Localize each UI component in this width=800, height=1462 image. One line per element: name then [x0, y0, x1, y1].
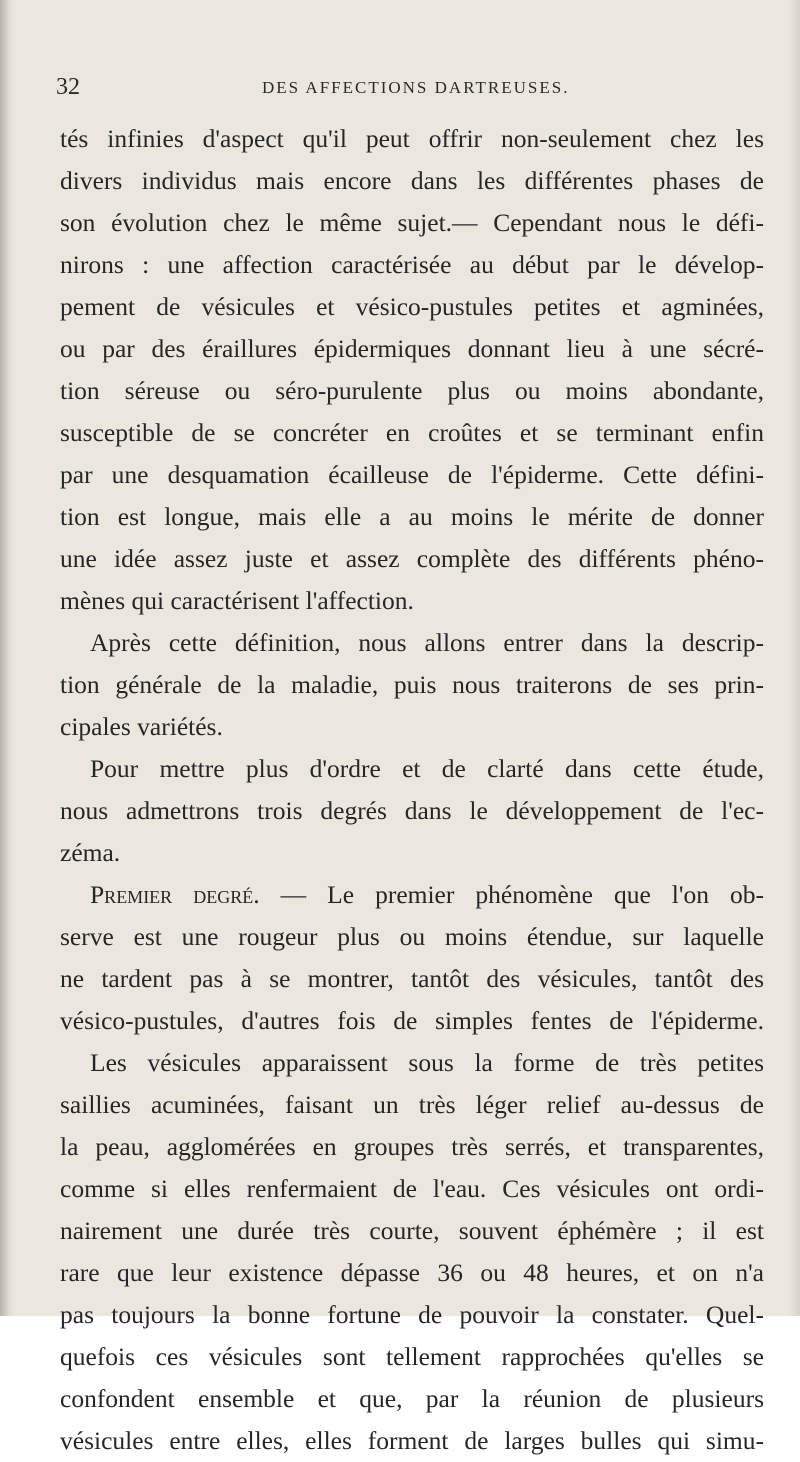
text-line: rare que leur existence dépasse 36 ou 48 heures, et on n'a [60, 1258, 764, 1287]
text-line-with-heading [60, 874, 764, 916]
text-line-rest: — Le premier phénomène que l'on ob- [280, 880, 765, 909]
body-text [60, 118, 764, 1462]
text-line: vésicules entre elles, elles forment de larges bulles qui simu- [60, 1426, 764, 1455]
text-line: tion générale de la maladie, puis nous traiterons de ses prin- [60, 670, 764, 699]
text-line: par une desquamation écailleuse de l'épiderme. Cette défini- [60, 460, 764, 489]
text-line: zéma. [60, 838, 121, 867]
text-line: tés infinies d'aspect qu'il peut offrir non-seulement chez les [60, 124, 764, 153]
text-line: Après cette définition, nous allons entrer dans la descrip- [90, 628, 764, 657]
text-line: comme si elles renfermaient de l'eau. Ces vésicules ont ordi- [60, 1174, 764, 1203]
text-line: pement de vésicules et vésico-pustules petites et agminées, [60, 292, 764, 321]
text-line: quefois ces vésicules sont tellement rapprochées qu'elles se [60, 1342, 764, 1371]
text-line: nirons : une affection caractérisée au début par le dévelop- [60, 250, 764, 279]
text-line: susceptible de se concréter en croûtes et se terminant enfin [60, 418, 764, 447]
text-line: pas toujours la bonne fortune de pouvoir la constater. Quel- [60, 1300, 764, 1329]
text-line: Pour mettre plus d'ordre et de clarté dans cette étude, [90, 754, 764, 783]
text-line: Les vésicules apparaissent sous la forme de très petites [90, 1048, 764, 1077]
page-header [56, 74, 756, 104]
text-line: mènes qui caractérisent l'affection. [60, 586, 414, 615]
text-line: la peau, agglomérées en groupes très serrés, et transparentes, [60, 1132, 764, 1161]
text-line: une idée assez juste et assez complète des différents phéno- [60, 544, 764, 573]
text-line: saillies acuminées, faisant un très léger relief au-dessus de [60, 1090, 764, 1119]
page-number: 32 [56, 74, 80, 100]
text-line: confondent ensemble et que, par la réunion de plusieurs [60, 1384, 764, 1413]
text-line: cipales variétés. [60, 712, 223, 741]
page-binding-shadow [0, 0, 14, 1316]
text-line: nairement une durée très courte, souvent éphémère ; il est [60, 1216, 764, 1245]
text-line: serve est une rougeur plus ou moins étendue, sur laquelle [60, 922, 764, 951]
text-line: ne tardent pas à se montrer, tantôt des vésicules, tantôt des [60, 964, 764, 993]
text-line: son évolution chez le même sujet.— Cependant nous le défi- [60, 208, 764, 237]
text-line: vésico-pustules, d'autres fois de simples fentes de l'épiderme. [60, 1006, 764, 1035]
text-line: nous admettrons trois degrés dans le développement de l'ec- [60, 796, 764, 825]
text-line: ou par des éraillures épidermiques donnant lieu à une sécré- [60, 334, 764, 363]
page-edge-shadow [788, 0, 800, 1316]
section-heading: Premier degré. [90, 880, 260, 909]
text-line: tion est longue, mais elle a au moins le mérite de donner [60, 502, 764, 531]
running-title: DES AFFECTIONS DARTREUSES. [262, 78, 570, 97]
text-line: tion séreuse ou séro-purulente plus ou moins abondante, [60, 376, 764, 405]
text-line: divers individus mais encore dans les différentes phases de [60, 166, 764, 195]
